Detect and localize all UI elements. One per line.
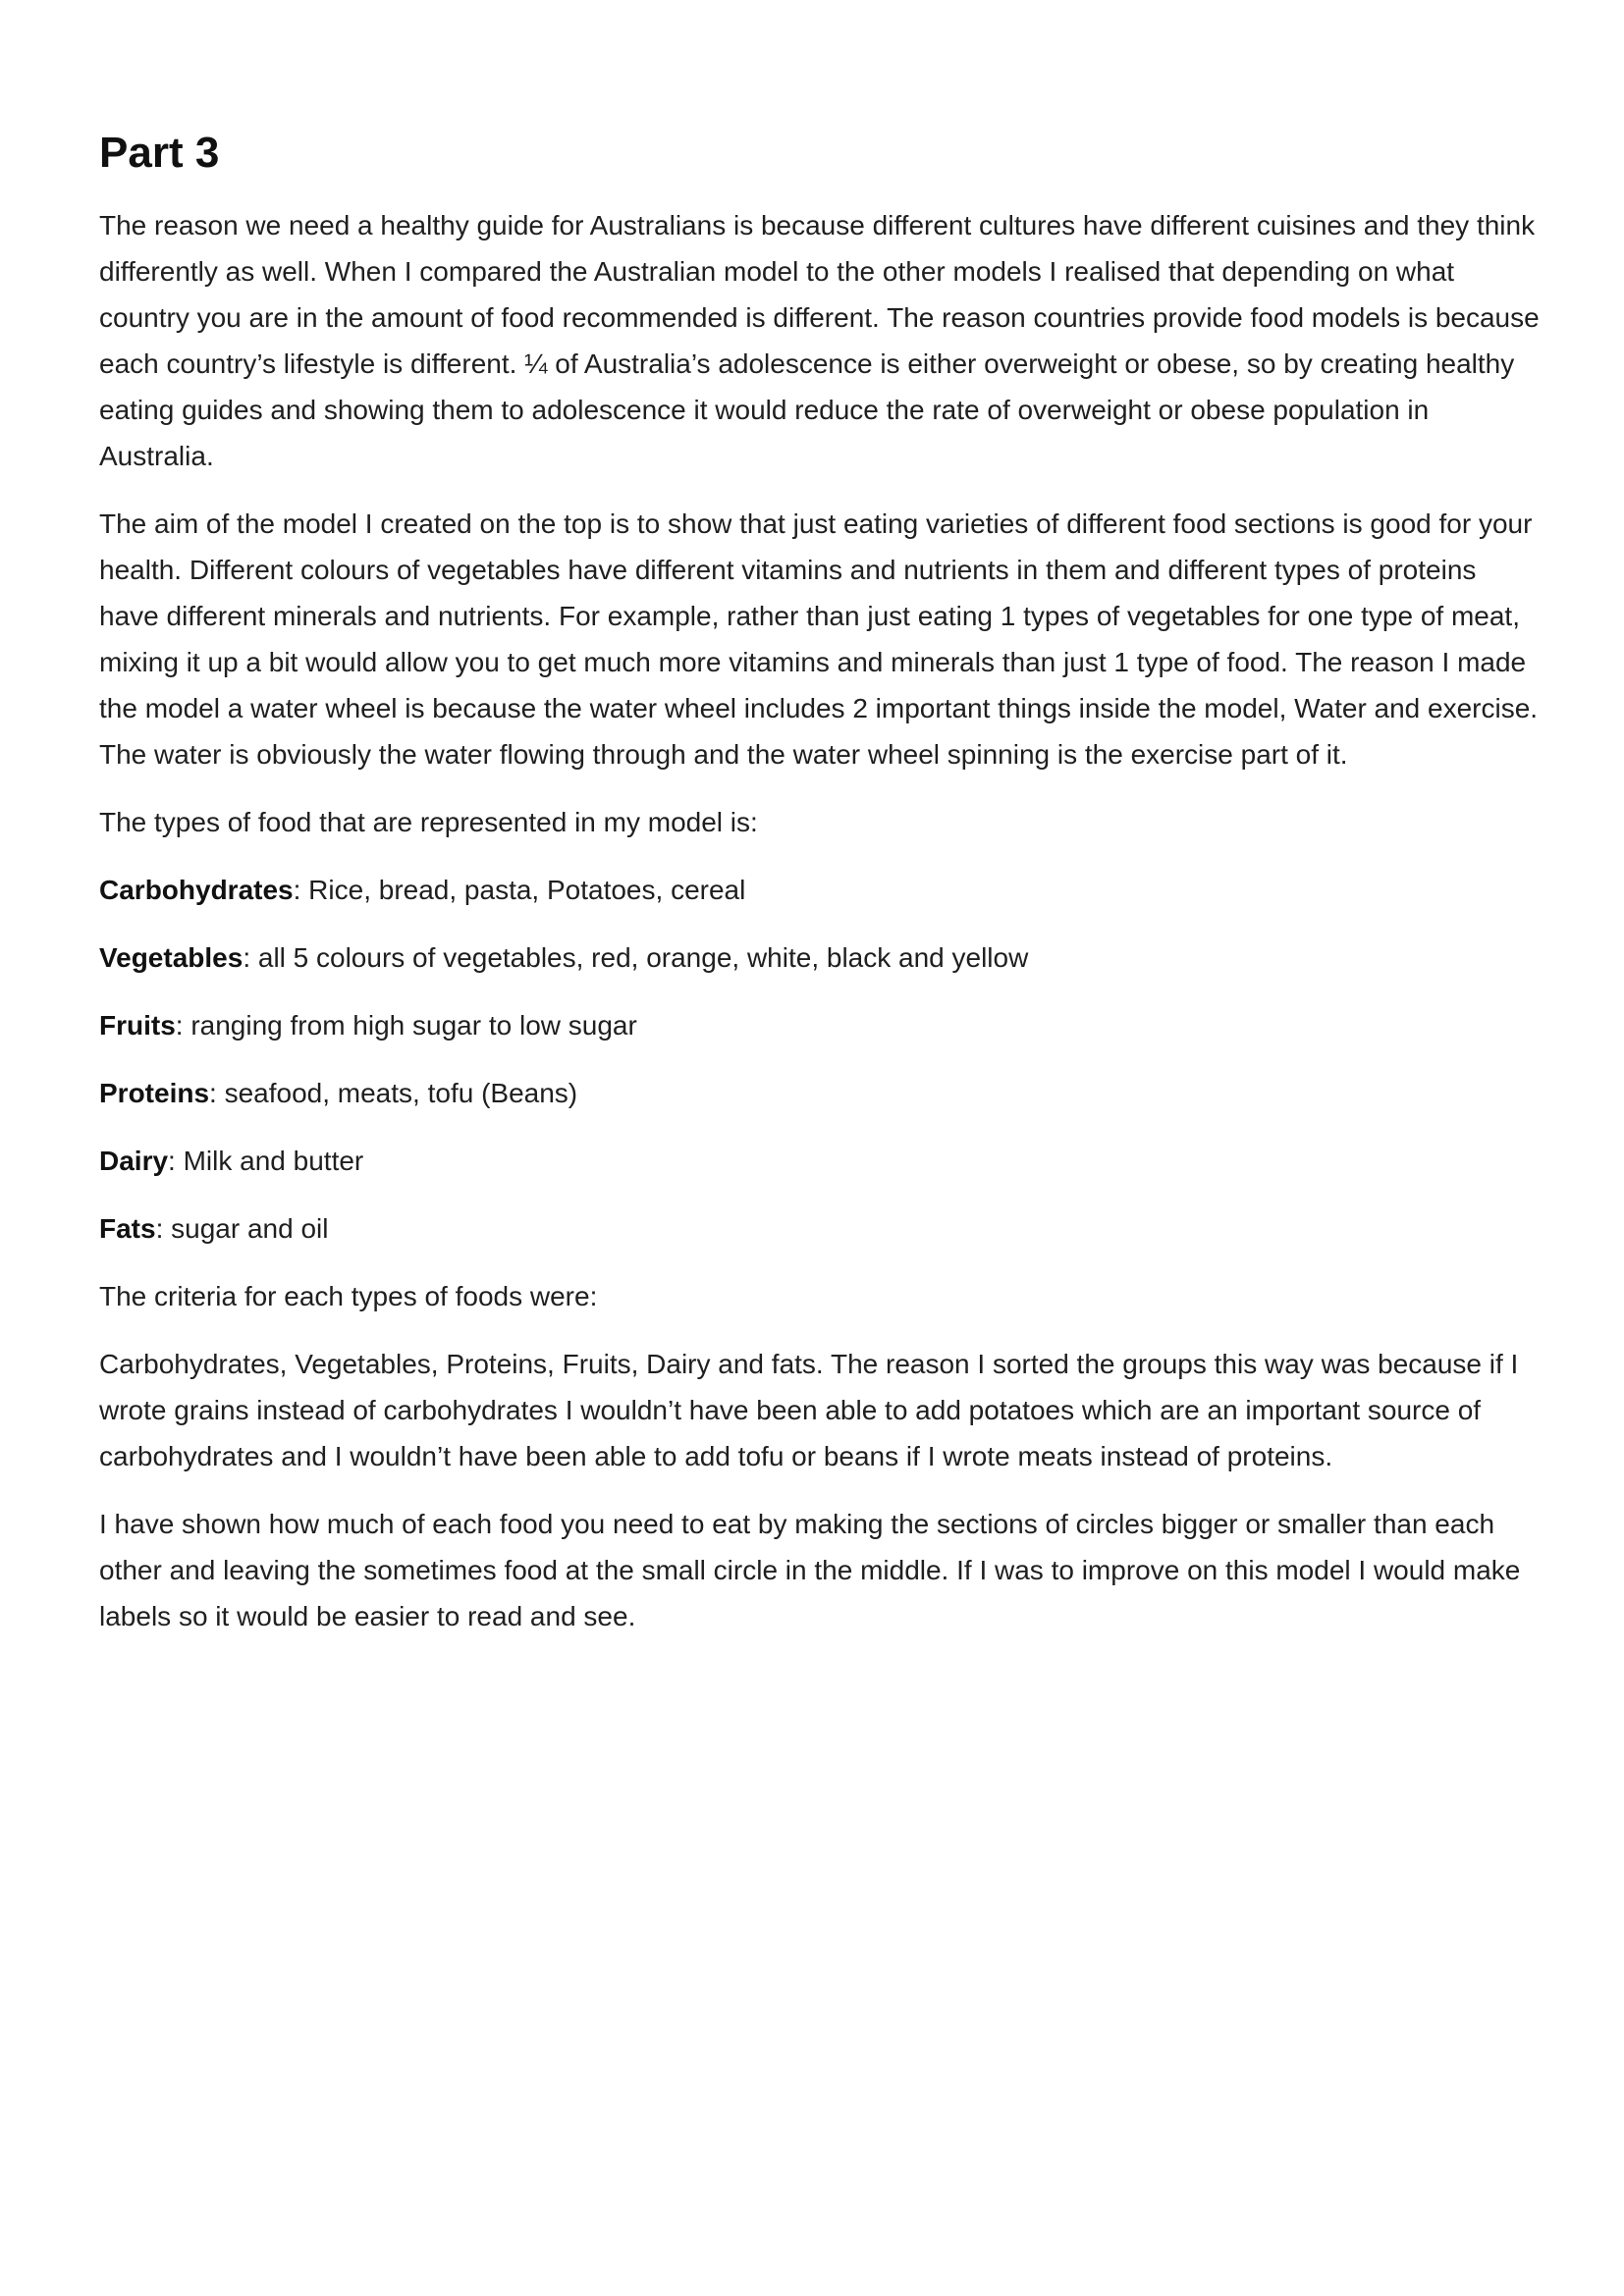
food-type-term: Vegetables xyxy=(99,942,244,973)
food-type-vegetables xyxy=(99,934,1543,981)
food-type-term: Proteins xyxy=(99,1078,210,1108)
food-type-desc: : sugar and oil xyxy=(155,1213,329,1244)
food-type-desc: : seafood, meats, tofu (Beans) xyxy=(209,1078,578,1108)
food-type-dairy xyxy=(99,1138,1543,1184)
paragraph-aim: The aim of the model I created on the top is to show that just eating varieties of different food sections is good for your health. Different colours of vegetables have different vitamins and nutrients in them and different types of proteins have different minerals and nutrients. For example, rather than just eating 1 types of vegetables for one type of meat, mixing it up a bit would allow you to get much more vitamins and minerals than just 1 type of food. The reason I made the model a water wheel is because the water wheel includes 2 important things inside the model, Water and exercise. The water is obviously the water flowing through and the water wheel spinning is the exercise part of it. xyxy=(99,508,1539,770)
food-type-desc: : Milk and butter xyxy=(168,1146,364,1176)
food-type-desc: : ranging from high sugar to low sugar xyxy=(175,1010,637,1041)
paragraph-criteria-intro: The criteria for each types of foods were: xyxy=(99,1281,598,1311)
paragraph-food-intro: The types of food that are represented in my model is: xyxy=(99,807,758,837)
document-page xyxy=(99,126,1543,1661)
food-type-carbohydrates xyxy=(99,867,1543,913)
food-type-proteins xyxy=(99,1070,1543,1116)
food-type-term: Fats xyxy=(99,1213,156,1244)
paragraph-criteria: Carbohydrates, Vegetables, Proteins, Fruits, Dairy and fats. The reason I sorted the groups this way was because if I wrote grains instead of carbohydrates I wouldn’t have been able to add potatoes which are an important source of carbohydrates and I wouldn’t have been able to add tofu or beans if I wrote meats instead of proteins. xyxy=(99,1349,1519,1471)
food-type-term: Fruits xyxy=(99,1010,176,1041)
food-type-fruits xyxy=(99,1002,1543,1048)
food-type-term: Dairy xyxy=(99,1146,169,1176)
food-type-term: Carbohydrates xyxy=(99,875,294,905)
page-title: Part 3 xyxy=(99,129,220,177)
food-type-fats xyxy=(99,1205,1543,1252)
food-type-desc: : Rice, bread, pasta, Potatoes, cereal xyxy=(293,875,746,905)
paragraph-conclusion: I have shown how much of each food you need to eat by making the sections of circles bigger or smaller than each other and leaving the sometimes food at the small circle in the middle. If I was to improve on this model I would make labels so it would be easier to read and see. xyxy=(99,1509,1521,1631)
food-type-desc: : all 5 colours of vegetables, red, orange, white, black and yellow xyxy=(243,942,1029,973)
paragraph-reason: The reason we need a healthy guide for Australians is because different cultures have different cuisines and they think differently as well. When I compared the Australian model to the other models I realised that depending on what country you are in the amount of food recommended is different. The reason countries provide food models is because each country’s lifestyle is different. ¼ of Australia’s adolescence is either overweight or obese, so by creating healthy eating guides and showing them to adolescence it would reduce the rate of overweight or obese population in Australia. xyxy=(99,210,1540,471)
